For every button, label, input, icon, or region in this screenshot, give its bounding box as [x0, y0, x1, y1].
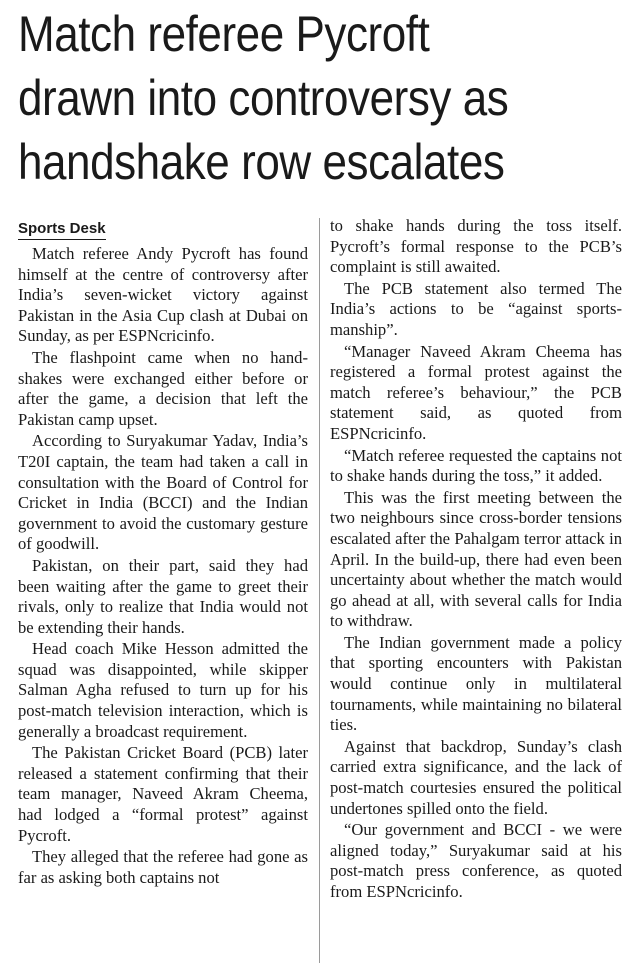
paragraph: The Indian government made a policy that sporting encounters with Pakistan would continue only in multilateral tournaments, while maintaining no bilateral ties.	[330, 632, 622, 735]
headline-line-1: Match referee Pycroft	[18, 6, 430, 62]
article-column-left	[18, 218, 308, 889]
paragraph: According to Suryakumar Yadav, India’s T20I captain, the team had taken a call in consultation with the Board of Control for Cricket in India (BCCI) and the Indian government to avoid the customary gesture of goodwill.	[18, 431, 308, 554]
paragraph: Head coach Mike Hesson admitted the squad was disappointed, while skipper Salman Agha refused to turn up for his post-match television interaction, which is generally a broadcast requirement.	[18, 639, 308, 741]
paragraph: The Pakistan Cricket Board (PCB) later released a statement confirming that their team manager, Naveed Akram Cheema, had lodged a “formal protest” against Pycroft.	[18, 743, 308, 845]
paragraph: “Match referee requested the captains not to shake hands during the toss,” it added.	[330, 445, 622, 486]
column-divider	[319, 218, 320, 963]
headline-line-2: drawn into controversy as	[18, 70, 509, 126]
byline: Sports Desk	[18, 219, 106, 240]
paragraph-continued: to shake hands during the toss itself. Pycroft’s formal response to the PCB’s complaint is still awaited.	[330, 216, 622, 277]
headline	[18, 2, 555, 194]
paragraph: “Our government and BCCI - we were aligned today,” Suryakumar said at his post-match press conference, as quoted from ESPNcricinfo.	[330, 820, 622, 901]
paragraph: Against that backdrop, Sunday’s clash carried extra significance, and the lack of post-match courtesies ensured the political undertones spilled onto the field.	[330, 736, 622, 818]
paragraph: Match referee Andy Pycroft has found himself at the centre of controversy after India’s seven-wicket victory against Pakistan in the Asia Cup clash at Dubai on Sunday, as per ESPNcricinfo.	[18, 244, 308, 346]
paragraph: “Manager Naveed Akram Cheema has registered a formal protest against the match referee’s behaviour,” the PCB statement said, as quoted from ESPNcricinfo.	[330, 341, 622, 443]
paragraph: The PCB statement also termed The India’s actions to be “against sportsmanship”.	[330, 278, 622, 339]
paragraph: Pakistan, on their part, said they had been waiting after the game to greet their rivals, only to realize that India would not be extending their hands.	[18, 555, 308, 637]
headline-line-3: handshake row escalates	[18, 134, 505, 190]
paragraph: This was the first meeting between the two neighbours since cross-border tensions escalated after the Pahalgam terror attack in April. In the build-up, there had even been uncertainty about whether the match would go ahead at all, with several calls for India to withdraw.	[330, 487, 622, 631]
paragraph: The flashpoint came when no handshakes were exchanged either before or after the game, a decision that left the Pakistan camp upset.	[18, 347, 308, 429]
paragraph: They alleged that the referee had gone as far as asking both captains not	[18, 847, 308, 887]
article-column-right	[330, 216, 622, 904]
